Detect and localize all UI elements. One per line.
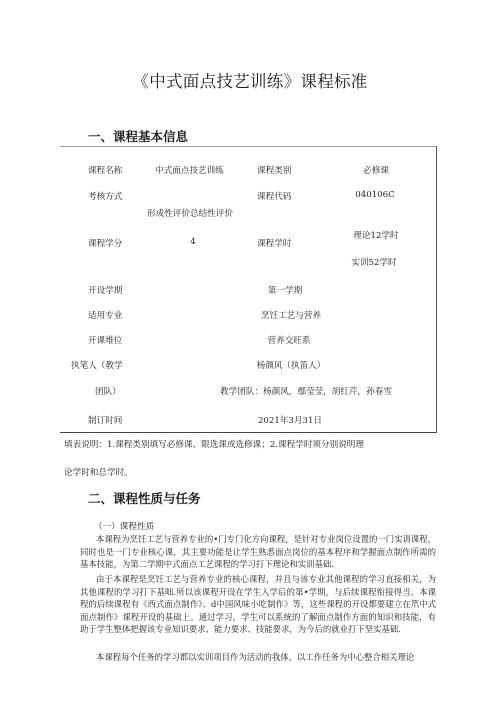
major-label: 适用专业: [88, 311, 123, 321]
credit-value: 4: [190, 237, 196, 247]
course-code-label: 课程代码: [257, 192, 292, 202]
semester-label: 开设学期: [88, 286, 123, 296]
table-bottom-border: [60, 432, 436, 433]
fill-note-line1: 填表说明：1.课程类别填写必修课、限选课或选修课；2.课程学时须分别说明理: [64, 440, 364, 450]
author-label-line2: 团队）: [95, 387, 121, 397]
section-heading-basic-info: 一、课程基本信息: [88, 129, 189, 144]
exam-method-value: 形成性评价总结性评价: [147, 209, 233, 219]
hours-theory-value: 理论12学时: [353, 231, 399, 241]
exam-method-label: 考核方式: [88, 192, 123, 202]
author-value: 杨颜风（执笛人）: [256, 361, 326, 371]
date-label: 制订时间: [88, 416, 123, 426]
semester-value: 第一学期: [267, 286, 303, 296]
paragraph-1: 本课程为烹饪工艺与营养专业的•门专门化方向课程，是针对专业岗位设置的一门实训课程，同时也是一门专业核心课，其主要功能是让学生熟悉面点岗位的基本程序和学握面点制作所需的基本技能，为第二学期中式面点工艺课程的学习打下理论和实训基础.: [80, 534, 436, 570]
course-type-label: 课程类别: [257, 166, 292, 176]
teaching-team-value: 教学团队：杨颜风，鄢莹莹，胡红芹，孙春雪: [220, 387, 392, 397]
subsection-course-nature: （一）课程性质: [94, 522, 155, 532]
course-type-value: 必修课: [363, 166, 389, 176]
credit-label: 课程学分: [88, 239, 123, 249]
course-code-value: 040106C: [355, 190, 395, 200]
fill-note-line2: 论学时和总学时。: [64, 468, 133, 478]
paragraph-3: 本课程每个任务的学习都以实训项目作为活动的我体，以工作任务为中心整合相关理论: [96, 652, 415, 662]
author-label-line1: 执笔人（教学: [71, 361, 123, 371]
document-title: 《中式面点技艺训练》课程标准: [132, 72, 368, 91]
date-value: 2021年3月31日: [257, 416, 323, 426]
department-label: 开课堆位: [88, 336, 123, 346]
paragraph-2: 由于本课程是烹饪工艺与营养专业的核心课程，并且与该专业其他课程的学习直接相关，为其他课程的学习打下基咄.所以该课程开设在学生入学后的第•学期，与后续课程衔接得当。本课程的后续课程有《西式面点制作》、d中国风味小吃制作》等，这些课程的开设都要建立在笊中式面点制作》课程开设的基础上。通过学习，学生可以系统的了解面点制作方面的知识和技能，有助于学生整体把握该专业知识要求、能力要求、技能要求，为今后的就业打下坚实基础.: [80, 574, 436, 635]
major-value: 烹饪工艺与营养: [260, 311, 322, 321]
hours-practice-value: 实训52学时: [351, 258, 397, 268]
department-value: 营养交旺系: [267, 336, 311, 346]
course-name-value: 中式面点技艺训练: [155, 166, 224, 176]
hours-label: 课程学时: [257, 239, 292, 249]
section-heading-nature: 二、课程性质与任务: [88, 491, 201, 506]
course-name-label: 课程名称: [88, 166, 123, 176]
